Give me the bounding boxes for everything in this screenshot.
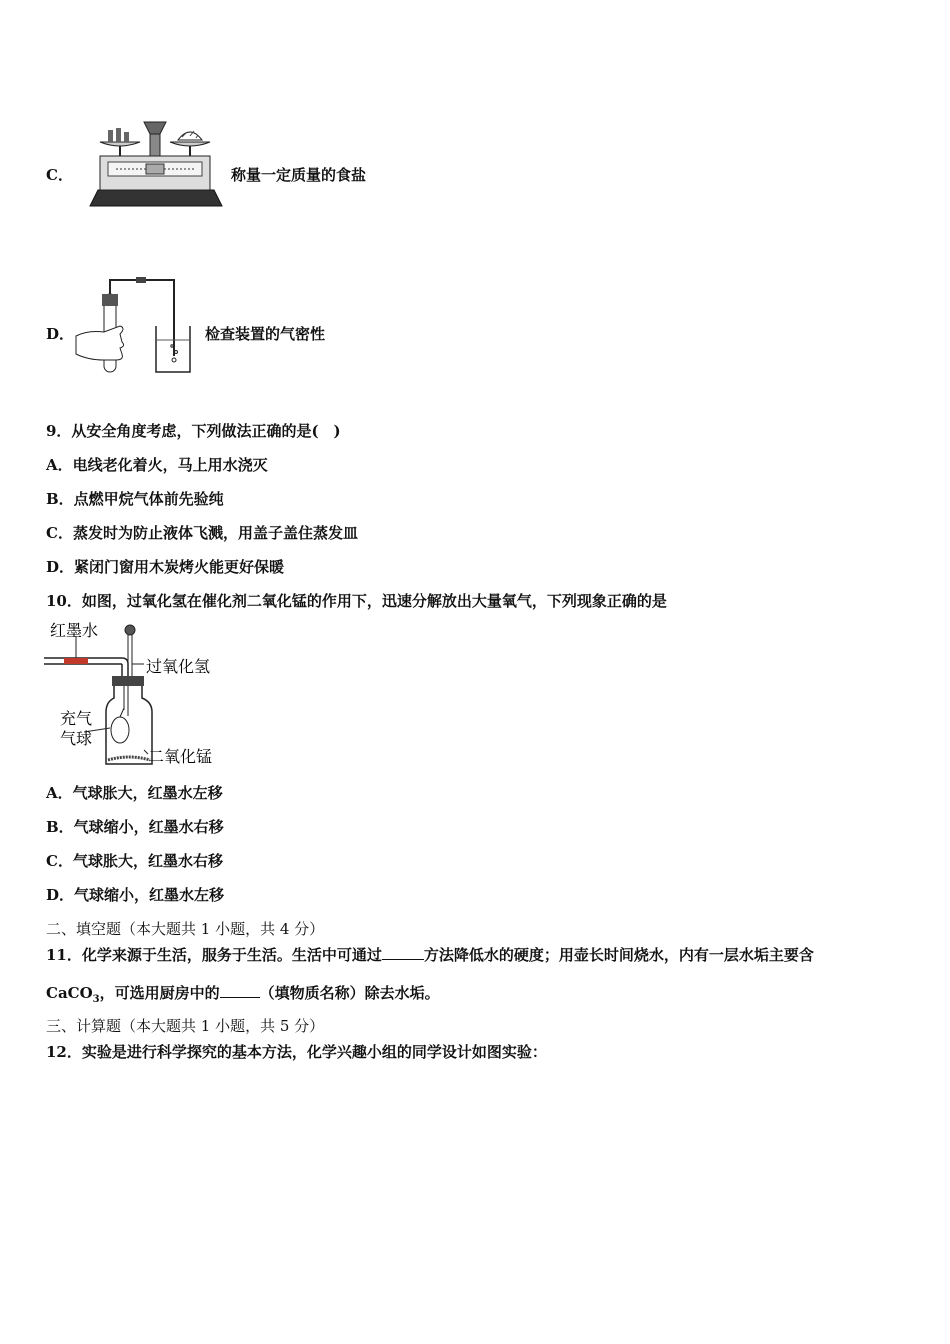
q9-option-b: B．点燃甲烷气体前先验纯	[46, 490, 224, 508]
q12-stem: 12．实验是进行科学探究的基本方法，化学兴趣小组的同学设计如图实验：	[46, 1043, 547, 1061]
h2o2-decomposition-figure	[44, 620, 244, 770]
q10-stem: 10．如图，过氧化氢在催化剂二氧化锰的作用下，迅速分解放出大量氧气，下列现象正确的是	[46, 592, 667, 610]
label-balloon-1: 充气	[60, 709, 93, 728]
q9-option-c: C．蒸发时为防止液体飞溅，用盖子盖住蒸发皿	[46, 524, 358, 542]
q11-part-3: ，可选用厨房中的	[99, 984, 220, 1002]
label-balloon-2: 气球	[60, 729, 93, 748]
q9-option-a: A．电线老化着火，马上用水浇灭	[46, 456, 268, 474]
label-mno2: 二氧化锰	[148, 747, 213, 766]
section-2-title: 二、填空题（本大题共 1 小题，共 4 分）	[46, 920, 325, 938]
q11-line-2	[46, 983, 440, 1010]
q10-option-a: A．气球胀大，红墨水左移	[46, 784, 223, 802]
q11-part-4: （填物质名称）除去水垢。	[259, 984, 440, 1002]
q11-blank-1[interactable]	[382, 945, 424, 960]
q9-stem: 9．从安全角度考虑，下列做法正确的是( )	[46, 422, 341, 440]
q10-option-b: B．气球缩小，红墨水右移	[46, 818, 224, 836]
option-c-letter: C．	[46, 166, 73, 184]
q9-option-d: D．紧闭门窗用木炭烤火能更好保暖	[46, 558, 285, 576]
label-red-ink: 红墨水	[50, 621, 99, 640]
airtightness-apparatus-figure	[74, 276, 204, 376]
option-d-text: 检查装置的气密性	[205, 325, 326, 343]
q10-option-d: D．气球缩小，红墨水左移	[46, 886, 225, 904]
q11-formula: CaCO$_3$	[46, 984, 100, 1005]
q10-option-c: C．气球胀大，红墨水右移	[46, 852, 223, 870]
red-ink-drop	[64, 658, 88, 664]
q11-part-2: 方法降低水的硬度；用壶长时间烧水，内有一层水垢主要含	[423, 946, 814, 964]
q11-part-1: 11．化学来源于生活，服务于生活。生活中可通过	[46, 946, 382, 964]
option-d-letter: D．	[46, 325, 75, 343]
balance-scale-figure	[86, 118, 226, 210]
option-c-text: 称量一定质量的食盐	[231, 166, 367, 184]
q11-blank-2[interactable]	[220, 983, 260, 998]
q11-line-1	[46, 945, 814, 965]
section-3-title: 三、计算题（本大题共 1 小题，共 5 分）	[46, 1017, 325, 1035]
label-h2o2: 过氧化氢	[146, 657, 211, 676]
